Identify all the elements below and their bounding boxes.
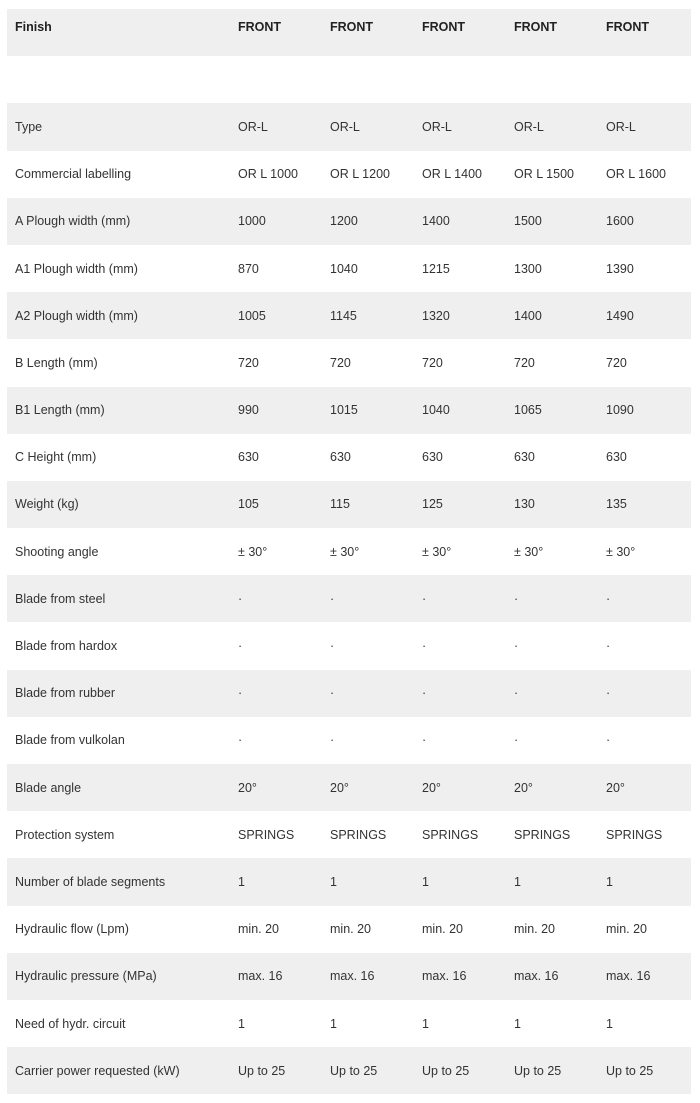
header-cell: FRONT <box>422 19 466 34</box>
row-value: 1490 <box>606 308 634 323</box>
row-value: 20° <box>330 780 349 795</box>
row-value: max. 16 <box>330 969 375 984</box>
row-value: 1 <box>422 1016 429 1031</box>
row-value: 720 <box>514 355 535 370</box>
row-label: A2 Plough width (mm) <box>15 308 138 323</box>
row-value: · <box>238 686 243 701</box>
row-label: Shooting angle <box>15 544 99 559</box>
row-value: min. 20 <box>422 922 463 937</box>
row-value: 1320 <box>422 308 450 323</box>
row-value: OR-L <box>606 119 636 134</box>
table-row <box>7 906 691 953</box>
row-value: 1 <box>514 874 521 889</box>
row-value: · <box>514 686 519 701</box>
row-value: OR-L <box>422 119 452 134</box>
row-value: 720 <box>422 355 443 370</box>
row-label: Weight (kg) <box>15 497 79 512</box>
table-row <box>7 387 691 434</box>
table-row <box>7 292 691 339</box>
row-value: OR L 1000 <box>238 167 298 182</box>
row-value: 1145 <box>330 308 357 323</box>
row-label: A Plough width (mm) <box>15 214 131 229</box>
row-value: OR L 1600 <box>606 167 666 182</box>
row-value: 1040 <box>422 403 450 418</box>
table-row <box>7 481 691 528</box>
row-value: min. 20 <box>238 922 279 937</box>
row-value: · <box>422 639 427 654</box>
row-value: · <box>330 639 335 654</box>
row-value: Up to 25 <box>514 1063 562 1078</box>
header-cell: FRONT <box>238 19 282 34</box>
row-label: Number of blade segments <box>15 874 166 889</box>
row-label: Type <box>15 119 43 134</box>
table-row <box>7 1047 691 1094</box>
row-value: 1 <box>238 874 245 889</box>
row-value: · <box>330 686 335 701</box>
row-value: 130 <box>514 497 535 512</box>
row-value: · <box>422 591 427 606</box>
table-row <box>7 811 691 858</box>
row-value: 20° <box>422 780 441 795</box>
row-value: · <box>238 733 243 748</box>
row-value: ± 30° <box>514 544 544 559</box>
row-value: · <box>330 591 335 606</box>
row-value: 1600 <box>606 214 634 229</box>
table-row <box>7 339 691 386</box>
table-spacer-row <box>7 56 691 103</box>
row-value: 1 <box>514 1016 521 1031</box>
header-cell: FRONT <box>606 19 650 34</box>
row-value: · <box>606 686 611 701</box>
row-value: 720 <box>330 355 351 370</box>
row-value: max. 16 <box>422 969 467 984</box>
row-label: Hydraulic pressure (MPa) <box>15 969 157 984</box>
table-row <box>7 198 691 245</box>
header-label: Finish <box>15 19 52 34</box>
row-value: 1090 <box>606 403 634 418</box>
row-value: 630 <box>330 450 351 465</box>
row-value: Up to 25 <box>422 1063 470 1078</box>
row-label: Commercial labelling <box>15 167 132 182</box>
row-value: 1200 <box>330 214 358 229</box>
row-label: Blade from steel <box>15 591 106 606</box>
table-row <box>7 858 691 905</box>
row-value: 1500 <box>514 214 542 229</box>
row-label: Blade from hardox <box>15 639 118 654</box>
row-value: 1400 <box>514 308 542 323</box>
row-label: Need of hydr. circuit <box>15 1016 126 1031</box>
row-value: 990 <box>238 403 259 418</box>
row-value: SPRINGS <box>238 827 295 842</box>
row-value: OR L 1500 <box>514 167 574 182</box>
row-value: · <box>422 733 427 748</box>
row-value: min. 20 <box>514 922 555 937</box>
row-label: Blade from rubber <box>15 686 116 701</box>
table-row <box>7 953 691 1000</box>
row-label: Blade from vulkolan <box>15 733 125 748</box>
row-value: · <box>514 591 519 606</box>
row-value: 1 <box>330 1016 337 1031</box>
row-label: Protection system <box>15 827 115 842</box>
row-label: B1 Length (mm) <box>15 403 105 418</box>
table-row <box>7 245 691 292</box>
table-header-row <box>7 9 691 56</box>
row-value: 125 <box>422 497 443 512</box>
table-row <box>7 670 691 717</box>
row-value: SPRINGS <box>606 827 663 842</box>
row-value: 870 <box>238 261 259 276</box>
row-value: · <box>330 733 335 748</box>
header-cell: FRONT <box>330 19 374 34</box>
row-value: 630 <box>606 450 627 465</box>
row-value: ± 30° <box>330 544 360 559</box>
row-value: Up to 25 <box>606 1063 654 1078</box>
row-value: min. 20 <box>606 922 647 937</box>
spec-table <box>7 9 691 1094</box>
row-value: OR L 1200 <box>330 167 390 182</box>
row-value: 630 <box>422 450 443 465</box>
row-value: 135 <box>606 497 627 512</box>
table-row <box>7 151 691 198</box>
row-value: min. 20 <box>330 922 371 937</box>
row-value: SPRINGS <box>422 827 479 842</box>
row-value: 1 <box>330 874 337 889</box>
row-value: OR-L <box>238 119 268 134</box>
row-value: OR-L <box>330 119 360 134</box>
row-value: 20° <box>238 780 257 795</box>
row-value: 1005 <box>238 308 266 323</box>
row-value: 1000 <box>238 214 266 229</box>
row-value: 630 <box>238 450 259 465</box>
table-row <box>7 622 691 669</box>
row-value: max. 16 <box>514 969 559 984</box>
row-label: C Height (mm) <box>15 450 97 465</box>
row-value: Up to 25 <box>330 1063 378 1078</box>
row-value: 1300 <box>514 261 542 276</box>
row-value: 630 <box>514 450 535 465</box>
row-value: 1400 <box>422 214 450 229</box>
header-cell: FRONT <box>514 19 558 34</box>
row-value: SPRINGS <box>330 827 387 842</box>
row-value: · <box>606 591 611 606</box>
row-value: · <box>606 733 611 748</box>
row-value: ± 30° <box>238 544 268 559</box>
row-value: 115 <box>330 497 350 512</box>
table-row <box>7 764 691 811</box>
row-label: Hydraulic flow (Lpm) <box>15 922 129 937</box>
row-value: max. 16 <box>606 969 651 984</box>
row-value: 1 <box>606 1016 613 1031</box>
row-value: 1 <box>606 874 613 889</box>
row-value: 20° <box>606 780 625 795</box>
row-value: · <box>606 639 611 654</box>
table-row <box>7 575 691 622</box>
table-row <box>7 717 691 764</box>
row-value: 105 <box>238 497 259 512</box>
row-value: · <box>238 591 243 606</box>
row-value: 1065 <box>514 403 542 418</box>
row-value: 1390 <box>606 261 634 276</box>
row-label: Carrier power requested (kW) <box>15 1063 180 1078</box>
row-value: SPRINGS <box>514 827 571 842</box>
row-value: 1 <box>422 874 429 889</box>
row-value: · <box>514 639 519 654</box>
row-value: OR L 1400 <box>422 167 482 182</box>
row-value: ± 30° <box>422 544 452 559</box>
table-row <box>7 1000 691 1047</box>
table-body <box>7 103 691 1094</box>
table-row <box>7 434 691 481</box>
row-value: max. 16 <box>238 969 283 984</box>
table-row <box>7 103 691 150</box>
row-value: · <box>238 639 243 654</box>
row-label: A1 Plough width (mm) <box>15 261 138 276</box>
row-value: 720 <box>238 355 259 370</box>
row-value: 20° <box>514 780 533 795</box>
row-value: 1015 <box>330 403 358 418</box>
row-value: 1040 <box>330 261 358 276</box>
row-value: ± 30° <box>606 544 636 559</box>
row-value: 1215 <box>422 261 450 276</box>
table-row <box>7 528 691 575</box>
row-value: 720 <box>606 355 627 370</box>
row-value: Up to 25 <box>238 1063 286 1078</box>
row-label: Blade angle <box>15 780 82 795</box>
row-value: OR-L <box>514 119 544 134</box>
row-value: · <box>422 686 427 701</box>
row-label: B Length (mm) <box>15 355 98 370</box>
row-value: · <box>514 733 519 748</box>
row-value: 1 <box>238 1016 245 1031</box>
